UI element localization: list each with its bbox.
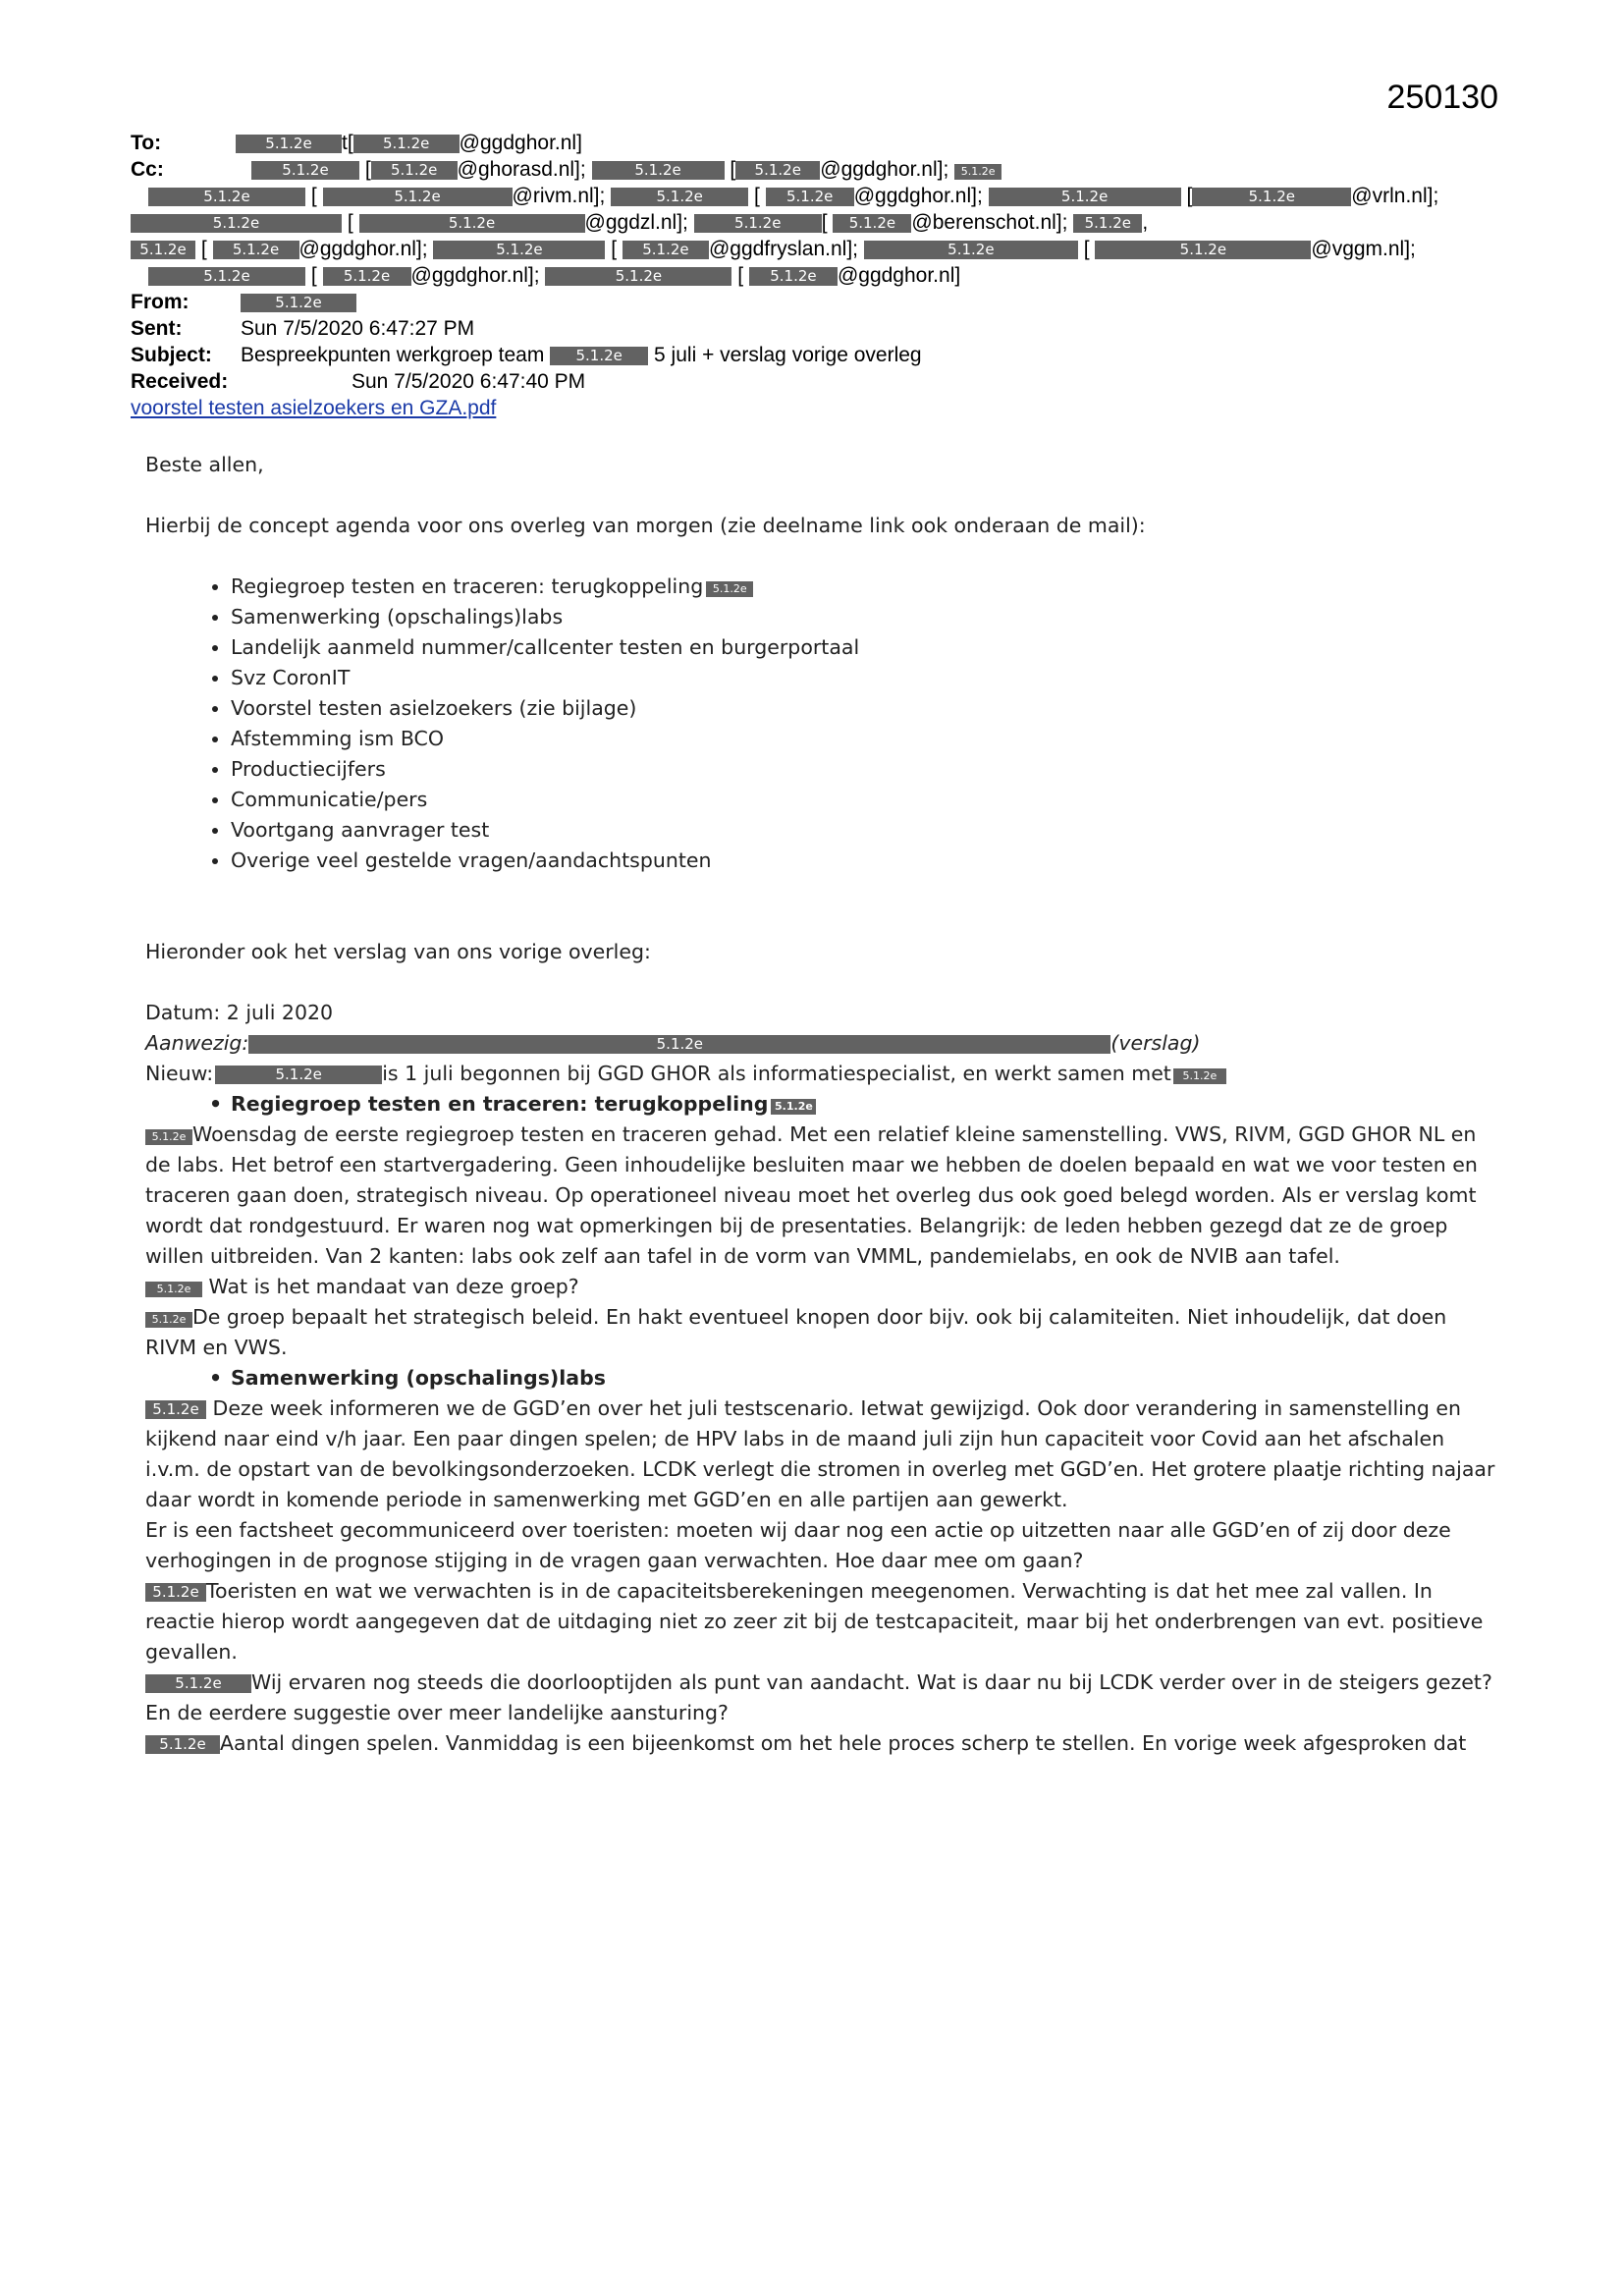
email-domain: @berenschot.nl]; — [911, 211, 1068, 234]
redaction-box: 5.1.2e — [611, 188, 748, 206]
redaction-box: 5.1.2e — [1073, 214, 1142, 233]
cc-label: Cc: — [131, 158, 164, 181]
redaction-box: 5.1.2e — [371, 161, 458, 180]
redaction-box: 5.1.2e — [213, 241, 299, 259]
paragraph: 5.1.2e Toeristen en wat we verwachten is in de capaciteitsberekeningen meegenomen. Verwachting is dat het mee zal vallen. In reactie hierop wordt aangegeven dat de uitdaging niet zo zeer zit bij de testcapaciteit, maar bij het onderbrengen van evt. positieve gevallen. — [145, 1579, 1484, 1664]
redaction-box: 5.1.2e — [623, 241, 709, 259]
redaction-box: 5.1.2e — [749, 267, 838, 286]
section-title: • Samenwerking (opschalings)labs — [145, 1363, 1500, 1394]
cc-row: 5.1.2e [ 5.1.2e @ggdghor.nl]; 5.1.2e [ 5.1.2e @ggdghor.nl] — [131, 262, 1505, 289]
intro-text: Hierbij de concept agenda voor ons overleg van morgen (zie deelname link ook onderaan de mail): — [145, 514, 1146, 537]
agenda-item: • Samenwerking (opschalings)labs — [231, 602, 1500, 632]
present-line: Aanwezig: 5.1.2e (verslag) — [145, 1031, 1201, 1055]
subject-text: Bespreekpunten werkgroep team — [241, 344, 545, 366]
report-intro: Hieronder ook het verslag van ons vorige overleg: — [145, 940, 651, 963]
redaction-box: 5.1.2e — [766, 188, 854, 206]
agenda-item: • Svz CoronIT — [231, 663, 1500, 693]
cc-row: 5.1.2e [ 5.1.2e @ggdghor.nl]; 5.1.2e [ 5.1.2e @ggdfryslan.nl]; 5.1.2e [ 5.1.2e @vggm.nl]; — [131, 236, 1505, 262]
agenda-item: • Productiecijfers — [231, 754, 1500, 785]
to-row: To: 5.1.2e t[ 5.1.2e @ggdghor.nl] — [131, 132, 582, 154]
agenda-item: • Regiegroep testen en traceren: terugkoppeling 5.1.2e — [231, 572, 1500, 602]
redaction-box: 5.1.2e — [545, 267, 731, 286]
agenda-item: • Voorstel testen asielzoekers (zie bijlage) — [231, 693, 1500, 724]
attachment-row — [131, 395, 1505, 421]
redaction-box: 5.1.2e — [251, 161, 359, 180]
redaction-box: 5.1.2e — [1173, 1068, 1226, 1084]
from-row — [131, 289, 1505, 315]
subject-text: 5 juli + verslag vorige overleg — [654, 344, 922, 366]
agenda-item: • Overige veel gestelde vragen/aandachtspunten — [231, 846, 1500, 876]
redaction-box: 5.1.2e — [131, 214, 342, 233]
redaction-box: 5.1.2e — [323, 267, 411, 286]
agenda-item: • Voortgang aanvrager test — [231, 815, 1500, 846]
to-label: To: — [131, 132, 162, 154]
redaction-box: 5.1.2e — [771, 1099, 816, 1115]
agenda-item: • Landelijk aanmeld nummer/callcenter testen en burgerportaal — [231, 632, 1500, 663]
redaction-box: 5.1.2e — [1192, 188, 1351, 206]
new-line: Nieuw: 5.1.2e is 1 juli begonnen bij GGD GHOR als informatiespecialist, en werkt samen met 5.1.2e — [145, 1059, 1500, 1089]
redaction-box: 5.1.2e — [1095, 241, 1311, 259]
email-header — [131, 130, 1505, 421]
redaction-box: 5.1.2e — [148, 188, 305, 206]
paragraph: 5.1.2e De groep bepaalt het strategisch beleid. En hakt eventueel knopen door bijv. ook bij calamiteiten. Niet inhoudelijk, dat doen RIVM en VWS. — [145, 1305, 1447, 1359]
subject-row — [131, 342, 1505, 368]
redaction-box: 5.1.2e — [145, 1735, 220, 1754]
redaction-box: 5.1.2e — [241, 294, 356, 312]
email-domain: @ggdghor.nl]; — [298, 238, 428, 260]
redaction-box: 5.1.2e — [215, 1066, 382, 1084]
paragraph: 5.1.2e Woensdag de eerste regiegroep testen en traceren gehad. Met een relatief kleine samenstelling. VWS, RIVM, GGD GHOR NL en de labs. Het betrof een startvergadering. Geen inhoudelijke besluiten maar we hebben de doelen bepaald en wat we voor testen en traceren gaan doen, strategisch niveau. Op operationeel niveau moet het overleg dus ook goed belegd worden. Als er verslag komt wordt dat rondgestuurd. Er waren nog wat opmerkingen bij de presentaties. Belangrijk: de leden hebben gezegd dat ze de groep willen uitbreiden. Van 2 kanten: labs ook zelf aan tafel in de vorm van VMML, pandemielabs, en ook de NVIB aan tafel. — [145, 1122, 1478, 1268]
redaction-box: 5.1.2e — [145, 1129, 192, 1145]
redaction-box: 5.1.2e — [248, 1035, 1110, 1054]
redaction-box: 5.1.2e — [706, 581, 753, 597]
redaction-box: 5.1.2e — [236, 135, 342, 153]
received-label: Received: — [131, 370, 229, 393]
received-value: Sun 7/5/2020 6:47:40 PM — [352, 370, 586, 393]
from-label: From: — [131, 291, 189, 313]
agenda-item: • Afstemming ism BCO — [231, 724, 1500, 754]
email-domain: @ggdfryslan.nl]; — [708, 238, 859, 260]
email-domain: @ggdghor.nl]; — [820, 158, 949, 181]
sent-label: Sent: — [131, 317, 183, 340]
redaction-box: 5.1.2e — [864, 241, 1078, 259]
redaction-box: 5.1.2e — [353, 135, 460, 153]
redaction-box: 5.1.2e — [833, 214, 911, 233]
redaction-box: 5.1.2e — [694, 214, 822, 233]
attachment-link[interactable]: voorstel testen asielzoekers en GZA.pdf — [131, 397, 497, 419]
email-domain: @ggdzl.nl]; — [584, 211, 688, 234]
paragraph: 5.1.2e Wat is het mandaat van deze groep? — [145, 1272, 1500, 1302]
redaction-box: 5.1.2e — [145, 1312, 192, 1328]
sent-value: Sun 7/5/2020 6:47:27 PM — [241, 317, 475, 340]
redaction-box: 5.1.2e — [735, 161, 820, 180]
greeting: Beste allen, — [145, 453, 264, 476]
redaction-box: 5.1.2e — [550, 347, 648, 365]
received-row — [131, 368, 1505, 395]
email-domain: @ggdghor.nl] — [837, 264, 961, 287]
email-domain: @vggm.nl]; — [1311, 238, 1416, 260]
paragraph: 5.1.2e Deze week informeren we de GGD’en over het juli testscenario. Ietwat gewijzigd. Ook door verandering in samenstelling en kijkend naar eind v/h jaar. Een paar dingen spelen; de HPV labs in de maand juli zijn hun capaciteit voor Covid aan het afschalen i.v.m. de opstart van de bevolkingsonderzoeken. LCDK verlegt die stromen in overleg met GGD’en. Het grotere plaatje richting najaar daar wordt in komende periode in samenwerking met GGD’en en alle partijen aan gewerkt. — [145, 1396, 1495, 1511]
agenda-item: • Communicatie/pers — [231, 785, 1500, 815]
redaction-box: 5.1.2e — [989, 188, 1181, 206]
email-domain: @ghorasd.nl]; — [457, 158, 586, 181]
paragraph: 5.1.2e Wij ervaren nog steeds die doorlooptijden als punt van aandacht. Wat is daar nu bij LCDK verder over in de steigers gezet? En de eerdere suggestie over meer landelijke aansturing? — [145, 1670, 1492, 1724]
redaction-box: 5.1.2e — [148, 267, 305, 286]
section-title: • Regiegroep testen en traceren: terugkoppeling 5.1.2e — [145, 1089, 1500, 1120]
email-domain: @ggdghor.nl]; — [410, 264, 540, 287]
redaction-box: 5.1.2e — [145, 1583, 206, 1602]
redaction-box: 5.1.2e — [323, 188, 513, 206]
email-domain: @vrln.nl]; — [1351, 185, 1439, 207]
redaction-box: 5.1.2e — [592, 161, 725, 180]
email-body — [145, 450, 1500, 1759]
redaction-box: 5.1.2e — [145, 1282, 202, 1297]
paragraph: Er is een factsheet gecommuniceerd over toeristen: moeten wij daar nog een actie op uitzetten naar alle GGD’en of zij door deze verhogingen in de prognose stijging in de vragen gaan verwachten. Hoe daar mee om gaan? — [145, 1518, 1451, 1572]
redaction-box: 5.1.2e — [954, 164, 1001, 180]
email-domain: @ggdghor.nl]; — [853, 185, 983, 207]
email-domain: @rivm.nl]; — [512, 185, 606, 207]
paragraph: 5.1.2e Aantal dingen spelen. Vanmiddag is een bijeenkomst om het hele proces scherp te stellen. En vorige week afgesproken dat — [145, 1728, 1500, 1759]
redaction-box: 5.1.2e — [433, 241, 605, 259]
agenda-list — [145, 572, 1500, 876]
redaction-box: 5.1.2e — [145, 1400, 206, 1419]
subject-label: Subject: — [131, 344, 212, 366]
sent-row — [131, 315, 1505, 342]
redaction-box: 5.1.2e — [359, 214, 585, 233]
date-line: Datum: 2 juli 2020 — [145, 1001, 334, 1024]
redaction-box: 5.1.2e — [131, 241, 195, 259]
cc-row: 5.1.2e [ 5.1.2e @ggdzl.nl]; 5.1.2e [ 5.1.2e @berenschot.nl]; 5.1.2e , — [131, 209, 1505, 236]
redaction-box: 5.1.2e — [145, 1674, 251, 1693]
email-domain: @ggdghor.nl] — [459, 132, 582, 154]
document-number: 250130 — [1386, 79, 1498, 116]
cc-row: 5.1.2e [ 5.1.2e @rivm.nl]; 5.1.2e [ 5.1.2e @ggdghor.nl]; 5.1.2e [ 5.1.2e @vrln.nl]; — [131, 183, 1505, 209]
cc-row: Cc: 5.1.2e [ 5.1.2e @ghorasd.nl]; 5.1.2e [ 5.1.2e @ggdghor.nl]; 5.1.2e — [131, 156, 1505, 183]
